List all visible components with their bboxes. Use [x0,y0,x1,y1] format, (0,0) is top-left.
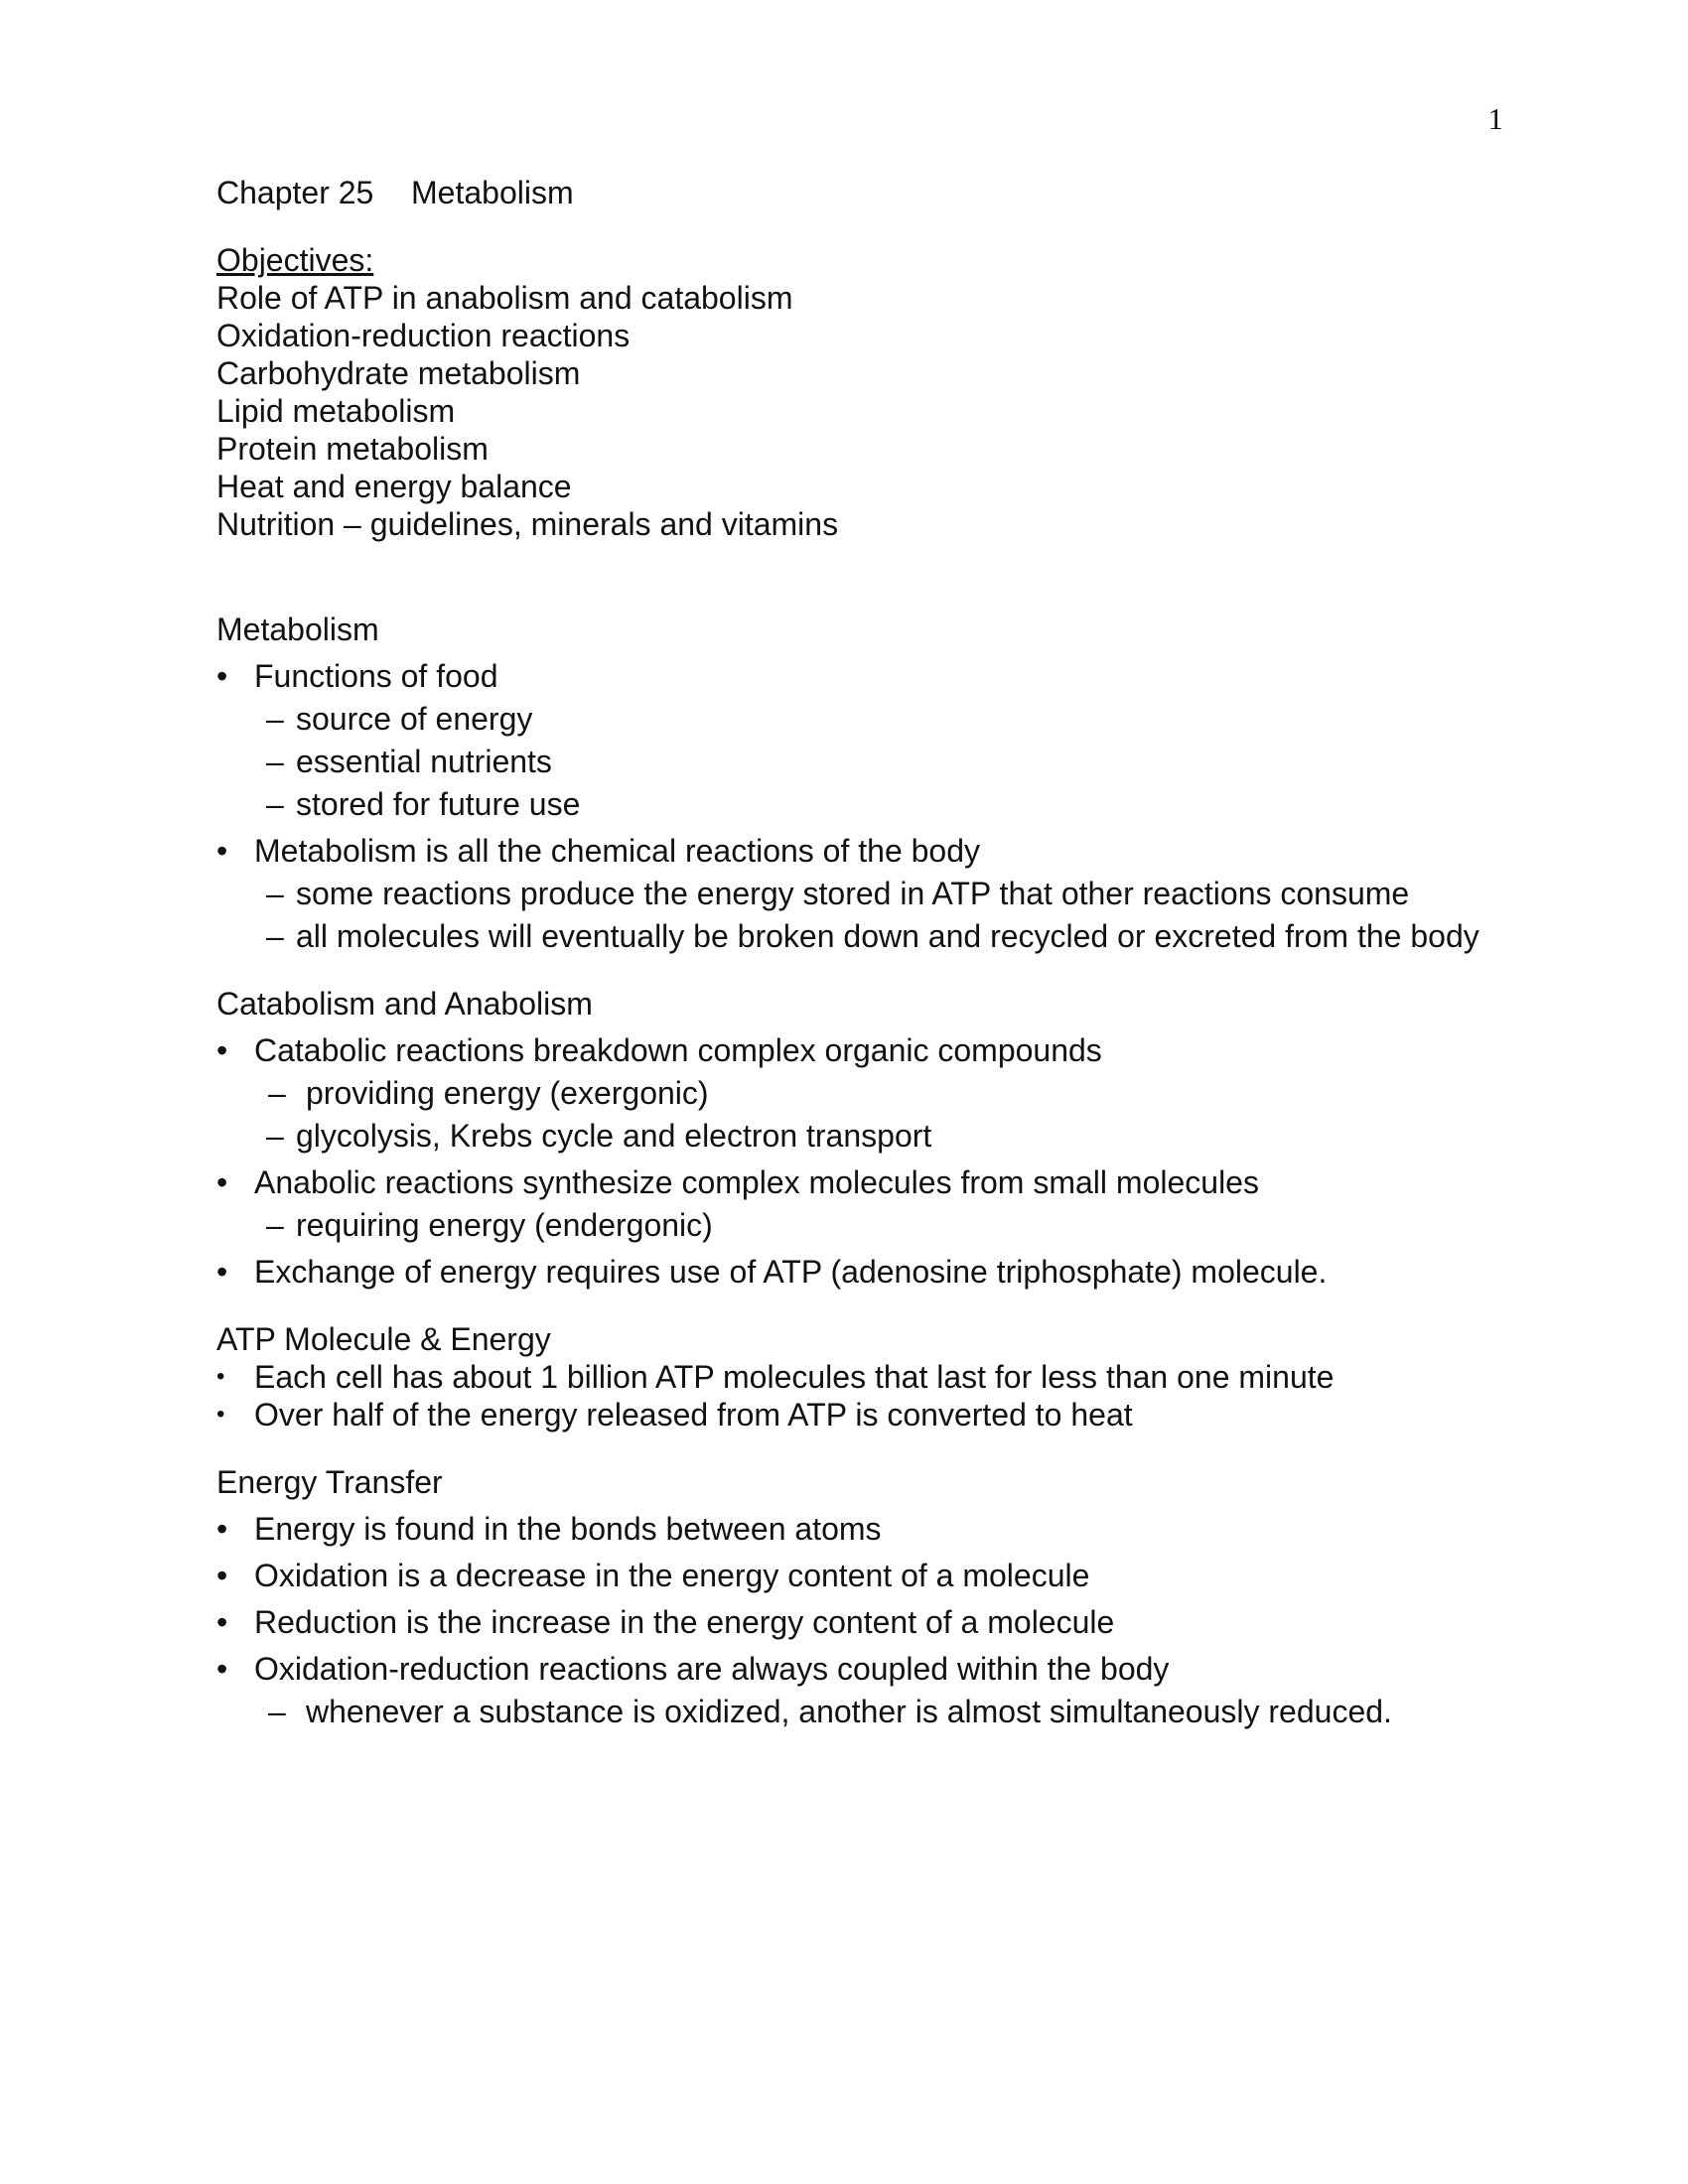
objective-item: Lipid metabolism [216,393,456,429]
sub-bullet-item: – whenever a substance is oxidized, another is almost simultaneously reduced. [216,1693,1507,1730]
objective-item: Role of ATP in anabolism and catabolism [216,280,793,316]
document-body [216,174,1507,1730]
section-heading-catabolism: Catabolism and Anabolism [216,986,593,1022]
chapter-label: Chapter 25 [216,175,374,210]
bullet-item: • Oxidation is a decrease in the energy content of a molecule [216,1557,1507,1594]
catabolism-section [216,985,1507,1291]
bullet-item: • Oxidation-reduction reactions are always coupled within the body [216,1650,1507,1688]
bullet-item: • Energy is found in the bonds between atoms [216,1510,1507,1548]
chapter-title: Metabolism [411,175,574,210]
sub-bullet-item: – glycolysis, Krebs cycle and electron transport [216,1117,1507,1155]
sub-bullet-item: – source of energy [216,700,1507,738]
objectives-section [216,241,1507,543]
section-heading-energy-transfer: Energy Transfer [216,1464,443,1500]
objective-item: Heat and energy balance [216,469,572,504]
bullet-item: • Anabolic reactions synthesize complex molecules from small molecules [216,1163,1507,1201]
objective-item: Oxidation-reduction reactions [216,318,631,353]
sub-bullet-item: – stored for future use [216,785,1507,823]
objective-item: Nutrition – guidelines, minerals and vitamins [216,506,839,542]
section-heading-atp: ATP Molecule & Energy [216,1321,551,1357]
chapter-title-row [216,174,1507,211]
bullet-item: • Over half of the energy released from ATP is converted to heat [216,1396,1507,1433]
objective-item: Protein metabolism [216,431,489,467]
page-number: 1 [1487,101,1503,136]
objectives-heading: Objectives: [216,242,374,278]
sub-bullet-item: – requiring energy (endergonic) [216,1206,1507,1244]
bullet-item: • Reduction is the increase in the energy content of a molecule [216,1603,1507,1641]
bullet-item: • Exchange of energy requires use of ATP (adenosine triphosphate) molecule. [216,1253,1507,1291]
bullet-item: • Each cell has about 1 billion ATP molecules that last for less than one minute [216,1358,1507,1396]
sub-bullet-item: – all molecules will eventually be broken down and recycled or excreted from the body [216,917,1507,955]
section-heading-metabolism: Metabolism [216,612,379,647]
atp-section [216,1320,1507,1433]
bullet-item: • Functions of food [216,657,1507,695]
metabolism-section [216,611,1507,955]
sub-bullet-item: – providing energy (exergonic) [216,1074,1507,1112]
bullet-item: • Catabolic reactions breakdown complex organic compounds [216,1031,1507,1069]
sub-bullet-item: – some reactions produce the energy stored in ATP that other reactions consume [216,875,1507,912]
objective-item: Carbohydrate metabolism [216,355,581,391]
sub-bullet-item: – essential nutrients [216,743,1507,780]
energy-transfer-section [216,1463,1507,1730]
bullet-item: • Metabolism is all the chemical reactions of the body [216,832,1507,870]
